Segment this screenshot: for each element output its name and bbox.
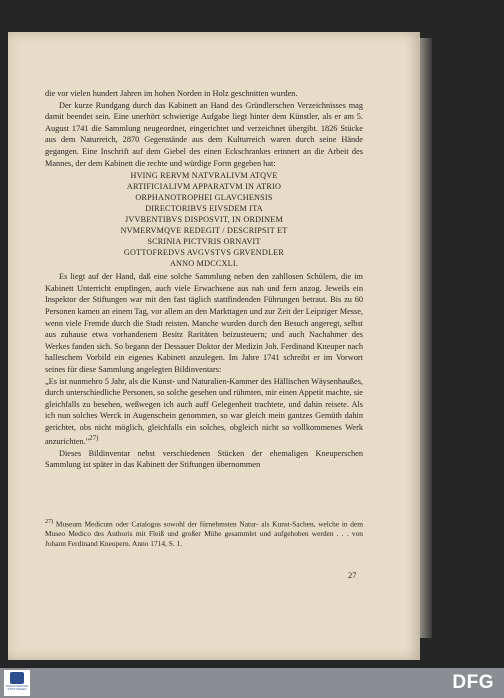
quote-text: „Es ist nunmehro 5 Jahr, als die Kunst- und Naturalien-Kammer des Hällischen Wäysenhaußes, durch unterschiedliche Personen, so solche gesehen und rühmten, mir einen Appetit machte, sie gleichfalls zu besehen, weßwegen ich auch auff Gelegenheit trachtete, und dahin reisete. Als ich nun solches Werck in Augenschein genommen, so war gleich mein gantzes Gemüth dahin gerichtet, obs nicht möglich, gleichfalls ein solches, obgleich nicht so vollkommenes Werk anzurichten."	[45, 376, 363, 447]
inscription-line: ANNO MDCCXLI.	[169, 259, 239, 269]
inscription	[45, 170, 363, 269]
paragraph-2: Der kurze Rundgang durch das Kabinett an Hand des Gründlerschen Verzeichnisses mag damit beendet sein. Eine unerhört schwierige Aufgabe liegt hinter dem Künstler, als er am 5. August 1741 die Sammlung neugeordnet, eingerichtet und verzeichnet übergibt. 1826 Stücke aus dem Naturreich, 2870 Gegenstände aus dem Kulturreich waren durch seine Hände gegangen. Eine Inschrift auf dem Giebel des einen Eckschrankes erinnert an die Arbeit des Mannes, der dem Kabinett die rechte und würdige Form gegeben hat:	[45, 100, 363, 168]
page-number: 27	[348, 570, 357, 580]
inscription-line: NVMERVMQVE REDEGIT / DESCRIPSIT ET	[120, 226, 288, 236]
institution-logo[interactable]	[4, 670, 30, 696]
inscription-line: GOTTOFREDVS AVGVSTVS GRVENDLER	[123, 248, 285, 258]
inscription-line: HVING RERVM NATVRALIVM ATQVE	[130, 171, 278, 181]
quote-footnote-ref: 27)	[89, 435, 99, 443]
footnote-text: Museum Medicum oder Catalogus sowohl der fürnehmsten Natur- als Kunst-Sachen, welche in dem Museo Medico des Authoris mit Fleiß und großer Mühe gesammlet und aufgehoben werden . . . von Johann Ferdinand Kneupern. Anno 1714, S. 1.	[45, 519, 363, 549]
block-quote	[45, 376, 363, 448]
footnote	[45, 517, 363, 549]
footnote-number: 27)	[45, 519, 54, 525]
page-body	[45, 88, 363, 471]
inscription-line: ORPHANOTROPHEI GLAVCHENSIS	[135, 193, 273, 203]
inscription-line: SCRINIA PICTVRIS ORNAVIT	[147, 237, 261, 247]
paragraph-1: die vor vielen hundert Jahren im hohen Norden in Holz geschnitten wurden.	[45, 89, 298, 98]
logo-caption: FRANCKESCHE STIFTUNGEN	[5, 684, 29, 692]
inscription-line: JVVBENTIBVS DISPOSVIT, IN ORDINEM	[125, 215, 283, 225]
viewer-footer	[0, 668, 504, 698]
paragraph-3: Es liegt auf der Hand, daß eine solche Sammlung neben den zahllosen Schülern, die im Kabinett Unterricht empfingen, auch viele Erwachsene aus nah und fern anzog. Jeweils ein Inspektor der Stiftungen war mit den fast täglich stattfindenden Führungen betraut. Bis zu 60 Personen kamen an einem Tag, vor allem an den Markttagen und zur Zeit der Leipziger Messe, wenn viele Fremde durch die Stadt reisten. Manche wurden durch den Besuch angeregt, selbst aus zuhause etwa vorhandenem Besitz Raritäten beizusteuern; und auch Nachahmer des Werkes fanden sich. So begann der Dessauer Doktor der Medizin Joh. Ferdinand Kneuper nach halleschem Vorbild ein eigenes Kabinett anzulegen. Im Jahre 1741 schreibt er im Vorwort seines für diese Sammlung angelegten Bildinventars:	[45, 272, 363, 374]
dfg-logo[interactable]: DFG	[452, 672, 494, 693]
logo-icon	[10, 672, 24, 684]
paragraph-4: Dieses Bildinventar nebst verschiedenen Stücken der ehemaligen Kneuperschen Sammlung ist später in das Kabinett der Stiftungen übernommen	[45, 448, 363, 470]
inscription-line: ARTIFICIALIVM APPARATVM IN ATRIO	[126, 182, 282, 192]
inscription-line: DIRECTORIBVS EIVSDEM ITA	[145, 204, 263, 214]
page-edge-shadow	[420, 38, 432, 638]
